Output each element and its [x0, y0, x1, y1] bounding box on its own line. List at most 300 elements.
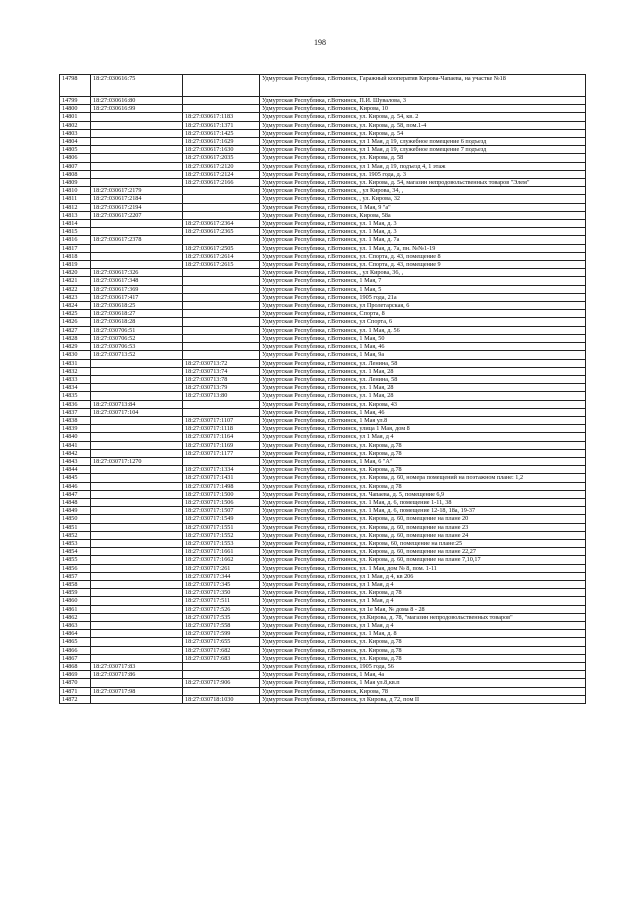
- address-cell: Удмуртская Республика, г.Воткинск, ул. Кирова, д. 54, магазин непродовольственных товаров "Элем": [260, 179, 586, 187]
- address-cell: Удмуртская Республика, г.Воткинск, ул. Чапаева, д. 5, помещение 6,9: [260, 490, 586, 498]
- address-cell: Удмуртская Республика, г.Воткинск, ул. Кирова, д. 60, помещение на плане 23: [260, 523, 586, 531]
- building-cadastral-number-cell: [183, 75, 260, 97]
- building-cadastral-number-cell: 18:27:030717:1107: [183, 416, 260, 424]
- land-cadastral-number-cell: [91, 154, 183, 162]
- row-number-cell: 14800: [60, 105, 91, 113]
- table-row: [60, 433, 586, 441]
- address-cell: Удмуртская Республика, г.Воткинск, Гаражный кооператив Кирова-Чапаева, на участке №18: [260, 75, 586, 97]
- building-cadastral-number-cell: 18:27:030713:78: [183, 375, 260, 383]
- address-cell: Удмуртская Республика, г.Воткинск, 1 Мая, 50: [260, 334, 586, 342]
- address-cell: Удмуртская Республика, г.Воткинск, ул Спорта, 6: [260, 318, 586, 326]
- building-cadastral-number-cell: [183, 293, 260, 301]
- registry-table-body: [60, 75, 586, 704]
- address-cell: Удмуртская Республика, г.Воткинск, ул. Кирова, д. 54, кв. 2: [260, 113, 586, 121]
- row-number-cell: 14819: [60, 261, 91, 269]
- table-row: [60, 416, 586, 424]
- address-cell: Удмуртская Республика, г.Воткинск, 1 Мая, 5: [260, 285, 586, 293]
- table-row: [60, 449, 586, 457]
- land-cadastral-number-cell: [91, 425, 183, 433]
- table-row: [60, 252, 586, 260]
- address-cell: Удмуртская Республика, г.Воткинск, 1 Мая, 46: [260, 343, 586, 351]
- building-cadastral-number-cell: 18:27:030717:1662: [183, 556, 260, 564]
- address-cell: Удмуртская Республика, г.Воткинск, 1 Мая ул.8: [260, 416, 586, 424]
- address-cell: Удмуртская Республика, г.Воткинск, ул. 1 Мая, д. 7а: [260, 236, 586, 244]
- land-cadastral-number-cell: [91, 113, 183, 121]
- land-cadastral-number-cell: 18:27:030717:98: [91, 687, 183, 695]
- table-row: [60, 580, 586, 588]
- building-cadastral-number-cell: [183, 277, 260, 285]
- land-cadastral-number-cell: [91, 433, 183, 441]
- row-number-cell: 14820: [60, 269, 91, 277]
- land-cadastral-number-cell: [91, 129, 183, 137]
- row-number-cell: 14825: [60, 310, 91, 318]
- address-cell: Удмуртская Республика, г.Воткинск, ул Пролетарская, 6: [260, 302, 586, 310]
- row-number-cell: 14851: [60, 523, 91, 531]
- land-cadastral-number-cell: [91, 482, 183, 490]
- building-cadastral-number-cell: [183, 671, 260, 679]
- row-number-cell: 14833: [60, 375, 91, 383]
- address-cell: Удмуртская Республика, г.Воткинск, ул. Ленина, 58: [260, 375, 586, 383]
- row-number-cell: 14842: [60, 449, 91, 457]
- land-cadastral-number-cell: 18:27:030618:27: [91, 310, 183, 318]
- table-row: [60, 490, 586, 498]
- address-cell: Удмуртская Республика, г.Воткинск, ул. Ленина, 58: [260, 359, 586, 367]
- land-cadastral-number-cell: 18:27:030618:28: [91, 318, 183, 326]
- table-row: [60, 334, 586, 342]
- address-cell: Удмуртская Республика, г.Воткинск, ул. 1 Мая, д. 3: [260, 228, 586, 236]
- building-cadastral-number-cell: 18:27:030717:344: [183, 572, 260, 580]
- row-number-cell: 14814: [60, 220, 91, 228]
- address-cell: Удмуртская Республика, г.Воткинск, 1905 года, 56: [260, 663, 586, 671]
- row-number-cell: 14867: [60, 654, 91, 662]
- building-cadastral-number-cell: 18:27:030717:1551: [183, 523, 260, 531]
- building-cadastral-number-cell: 18:27:030717:1507: [183, 507, 260, 515]
- table-row: [60, 75, 586, 97]
- land-cadastral-number-cell: [91, 630, 183, 638]
- address-cell: Удмуртская Республика, г.Воткинск, ул. 1 Мая, д. 6, помещение 1-11, 38: [260, 498, 586, 506]
- row-number-cell: 14862: [60, 613, 91, 621]
- building-cadastral-number-cell: 18:27:030717:1500: [183, 490, 260, 498]
- row-number-cell: 14813: [60, 211, 91, 219]
- land-cadastral-number-cell: [91, 589, 183, 597]
- row-number-cell: 14852: [60, 531, 91, 539]
- building-cadastral-number-cell: 18:27:030617:1630: [183, 146, 260, 154]
- address-cell: Удмуртская Республика, г.Воткинск, ул. 1 Мая, д. 56: [260, 326, 586, 334]
- table-row: [60, 310, 586, 318]
- land-cadastral-number-cell: [91, 441, 183, 449]
- building-cadastral-number-cell: 18:27:030717:1118: [183, 425, 260, 433]
- address-cell: Удмуртская Республика, г.Воткинск, Кирова, 78: [260, 687, 586, 695]
- table-row: [60, 146, 586, 154]
- address-cell: Удмуртская Республика, г.Воткинск, , ул Кирова, 34, ,: [260, 187, 586, 195]
- building-cadastral-number-cell: 18:27:030717:1553: [183, 539, 260, 547]
- row-number-cell: 14824: [60, 302, 91, 310]
- table-row: [60, 548, 586, 556]
- land-cadastral-number-cell: [91, 564, 183, 572]
- building-cadastral-number-cell: 18:27:030717:1506: [183, 498, 260, 506]
- land-cadastral-number-cell: 18:27:030616:99: [91, 105, 183, 113]
- table-row: [60, 129, 586, 137]
- building-cadastral-number-cell: [183, 351, 260, 359]
- table-row: [60, 572, 586, 580]
- address-cell: Удмуртская Республика, г.Воткинск, Спорта, 8: [260, 310, 586, 318]
- table-row: [60, 392, 586, 400]
- land-cadastral-number-cell: [91, 220, 183, 228]
- land-cadastral-number-cell: [91, 539, 183, 547]
- building-cadastral-number-cell: 18:27:030717:345: [183, 580, 260, 588]
- land-cadastral-number-cell: 18:27:030617:2194: [91, 203, 183, 211]
- address-cell: Удмуртская Республика, г.Воткинск, 1905 года, 21а: [260, 293, 586, 301]
- address-cell: Удмуртская Республика, г.Воткинск, улица 1 Мая, дом 8: [260, 425, 586, 433]
- table-row: [60, 425, 586, 433]
- row-number-cell: 14864: [60, 630, 91, 638]
- land-cadastral-number-cell: 18:27:030713:52: [91, 351, 183, 359]
- table-row: [60, 269, 586, 277]
- address-cell: Удмуртская Республика, г.Воткинск, ул. Кирова, 60, помещение на плане:25: [260, 539, 586, 547]
- land-cadastral-number-cell: [91, 252, 183, 260]
- address-cell: Удмуртская Республика, г.Воткинск, ул. Кирова, д. 60, помещение на плане 22,27: [260, 548, 586, 556]
- row-number-cell: 14834: [60, 384, 91, 392]
- address-cell: Удмуртская Республика, г.Воткинск, ул. Кирова, д. 60, помещение на плане 7,10,17: [260, 556, 586, 564]
- land-cadastral-number-cell: [91, 580, 183, 588]
- address-cell: Удмуртская Республика, г.Воткинск, ул. Кирова, д. 58, пом.1-4: [260, 121, 586, 129]
- row-number-cell: 14855: [60, 556, 91, 564]
- row-number-cell: 14831: [60, 359, 91, 367]
- building-cadastral-number-cell: 18:27:030713:74: [183, 367, 260, 375]
- table-row: [60, 97, 586, 105]
- row-number-cell: 14811: [60, 195, 91, 203]
- address-cell: Удмуртская Республика, г.Воткинск, ул. 1 Мая, 28: [260, 367, 586, 375]
- address-cell: Удмуртская Республика, г.Воткинск, ул. Спорта, д. 43, помещение 8: [260, 252, 586, 260]
- land-cadastral-number-cell: 18:27:030717:1270: [91, 457, 183, 465]
- building-cadastral-number-cell: 18:27:030617:2615: [183, 261, 260, 269]
- table-row: [60, 211, 586, 219]
- building-cadastral-number-cell: [183, 457, 260, 465]
- building-cadastral-number-cell: [183, 269, 260, 277]
- land-cadastral-number-cell: [91, 638, 183, 646]
- building-cadastral-number-cell: [183, 285, 260, 293]
- land-cadastral-number-cell: 18:27:030616:75: [91, 75, 183, 97]
- address-cell: Удмуртская Республика, г.Воткинск, ул. Кирова, д. 58: [260, 154, 586, 162]
- building-cadastral-number-cell: 18:27:030717:1164: [183, 433, 260, 441]
- building-cadastral-number-cell: 18:27:030617:2365: [183, 228, 260, 236]
- row-number-cell: 14866: [60, 646, 91, 654]
- land-cadastral-number-cell: 18:27:030617:2207: [91, 211, 183, 219]
- building-cadastral-number-cell: 18:27:030717:1661: [183, 548, 260, 556]
- land-cadastral-number-cell: 18:27:030617:2378: [91, 236, 183, 244]
- building-cadastral-number-cell: [183, 211, 260, 219]
- land-cadastral-number-cell: [91, 121, 183, 129]
- address-cell: Удмуртская Республика, г.Воткинск, ул. 1 Мая, 28: [260, 384, 586, 392]
- address-cell: Удмуртская Республика, г.Воткинск, ул. Кирова, 43: [260, 400, 586, 408]
- building-cadastral-number-cell: 18:27:030717:1549: [183, 515, 260, 523]
- land-cadastral-number-cell: [91, 392, 183, 400]
- row-number-cell: 14816: [60, 236, 91, 244]
- land-cadastral-number-cell: [91, 416, 183, 424]
- table-row: [60, 179, 586, 187]
- table-row: [60, 539, 586, 547]
- row-number-cell: 14868: [60, 663, 91, 671]
- address-cell: Удмуртская Республика, г.Воткинск, ул. Кирова, д.78: [260, 466, 586, 474]
- table-row: [60, 507, 586, 515]
- row-number-cell: 14860: [60, 597, 91, 605]
- row-number-cell: 14812: [60, 203, 91, 211]
- table-row: [60, 261, 586, 269]
- table-row: [60, 457, 586, 465]
- land-cadastral-number-cell: [91, 622, 183, 630]
- land-cadastral-number-cell: [91, 146, 183, 154]
- address-cell: Удмуртская Республика, г.Воткинск, 1 Мая, 4а: [260, 671, 586, 679]
- table-row: [60, 613, 586, 621]
- land-cadastral-number-cell: 18:27:030616:80: [91, 97, 183, 105]
- row-number-cell: 14853: [60, 539, 91, 547]
- land-cadastral-number-cell: 18:27:030717:83: [91, 663, 183, 671]
- table-row: [60, 154, 586, 162]
- land-cadastral-number-cell: [91, 367, 183, 375]
- address-cell: Удмуртская Республика, г.Воткинск, Кирова, 10: [260, 105, 586, 113]
- row-number-cell: 14802: [60, 121, 91, 129]
- building-cadastral-number-cell: 18:27:030617:1425: [183, 129, 260, 137]
- building-cadastral-number-cell: 18:27:030617:2166: [183, 179, 260, 187]
- table-row: [60, 663, 586, 671]
- row-number-cell: 14810: [60, 187, 91, 195]
- row-number-cell: 14801: [60, 113, 91, 121]
- address-cell: Удмуртская Республика, г.Воткинск, ул 1 Мая, д 4: [260, 433, 586, 441]
- table-row: [60, 220, 586, 228]
- building-cadastral-number-cell: [183, 97, 260, 105]
- land-cadastral-number-cell: 18:27:030617:369: [91, 285, 183, 293]
- land-cadastral-number-cell: [91, 170, 183, 178]
- building-cadastral-number-cell: 18:27:030713:79: [183, 384, 260, 392]
- row-number-cell: 14837: [60, 408, 91, 416]
- address-cell: Удмуртская Республика, г.Воткинск, ул. Кирова, д 78: [260, 589, 586, 597]
- address-cell: Удмуртская Республика, г.Воткинск, ул. Спорта, д. 43, помещение 9: [260, 261, 586, 269]
- address-cell: Удмуртская Республика, г.Воткинск, 1 Мая, 9а: [260, 351, 586, 359]
- row-number-cell: 14871: [60, 687, 91, 695]
- table-row: [60, 293, 586, 301]
- row-number-cell: 14872: [60, 695, 91, 703]
- table-row: [60, 326, 586, 334]
- land-cadastral-number-cell: [91, 515, 183, 523]
- table-row: [60, 162, 586, 170]
- address-cell: Удмуртская Республика, г.Воткинск, ул Кирова, д 72, пом II: [260, 695, 586, 703]
- row-number-cell: 14865: [60, 638, 91, 646]
- table-row: [60, 671, 586, 679]
- address-cell: Удмуртская Республика, г.Воткинск, ул. Кирова, д.78: [260, 638, 586, 646]
- table-row: [60, 466, 586, 474]
- table-row: [60, 523, 586, 531]
- address-cell: Удмуртская Республика, г.Воткинск, , ул. Кирова, 32: [260, 195, 586, 203]
- address-cell: Удмуртская Республика, г.Воткинск, ул. Кирова, д. 60, номера помещений на поэтажном плане: 1,2: [260, 474, 586, 482]
- table-row: [60, 187, 586, 195]
- building-cadastral-number-cell: 18:27:030717:1334: [183, 466, 260, 474]
- address-cell: Удмуртская Республика, г.Воткинск, ул 1 Мая, д 4: [260, 580, 586, 588]
- row-number-cell: 14844: [60, 466, 91, 474]
- row-number-cell: 14854: [60, 548, 91, 556]
- row-number-cell: 14839: [60, 425, 91, 433]
- row-number-cell: 14805: [60, 146, 91, 154]
- building-cadastral-number-cell: 18:27:030713:80: [183, 392, 260, 400]
- table-row: [60, 351, 586, 359]
- table-row: [60, 367, 586, 375]
- table-row: [60, 564, 586, 572]
- building-cadastral-number-cell: 18:27:030717:350: [183, 589, 260, 597]
- land-cadastral-number-cell: [91, 695, 183, 703]
- address-cell: Удмуртская Республика, г.Воткинск, ул. Кирова, д 78: [260, 482, 586, 490]
- table-row: [60, 695, 586, 703]
- building-cadastral-number-cell: [183, 334, 260, 342]
- table-row: [60, 630, 586, 638]
- row-number-cell: 14869: [60, 671, 91, 679]
- row-number-cell: 14859: [60, 589, 91, 597]
- row-number-cell: 14803: [60, 129, 91, 137]
- table-row: [60, 113, 586, 121]
- building-cadastral-number-cell: 18:27:030717:261: [183, 564, 260, 572]
- building-cadastral-number-cell: 18:27:030717:599: [183, 630, 260, 638]
- building-cadastral-number-cell: [183, 326, 260, 334]
- address-cell: Удмуртская Республика, г.Воткинск, ул 1 Мая, д 19, служебное помещение 7 подъезд: [260, 146, 586, 154]
- building-cadastral-number-cell: 18:27:030717:683: [183, 654, 260, 662]
- land-cadastral-number-cell: [91, 507, 183, 515]
- table-row: [60, 654, 586, 662]
- building-cadastral-number-cell: 18:27:030717:526: [183, 605, 260, 613]
- address-cell: Удмуртская Республика, г.Воткинск, 1 Мая, 7: [260, 277, 586, 285]
- table-row: [60, 195, 586, 203]
- building-cadastral-number-cell: [183, 400, 260, 408]
- land-cadastral-number-cell: [91, 179, 183, 187]
- land-cadastral-number-cell: [91, 531, 183, 539]
- row-number-cell: 14858: [60, 580, 91, 588]
- address-cell: Удмуртская Республика, г.Воткинск, ул 1 Мая, д 4: [260, 597, 586, 605]
- row-number-cell: 14830: [60, 351, 91, 359]
- row-number-cell: 14809: [60, 179, 91, 187]
- table-row: [60, 408, 586, 416]
- building-cadastral-number-cell: [183, 310, 260, 318]
- table-row: [60, 236, 586, 244]
- table-row: [60, 589, 586, 597]
- table-row: [60, 285, 586, 293]
- address-cell: Удмуртская Республика, г.Воткинск, ул. 1905 года, д. 3: [260, 170, 586, 178]
- table-row: [60, 244, 586, 252]
- row-number-cell: 14850: [60, 515, 91, 523]
- land-cadastral-number-cell: 18:27:030706:51: [91, 326, 183, 334]
- building-cadastral-number-cell: 18:27:030717:1169: [183, 441, 260, 449]
- row-number-cell: 14806: [60, 154, 91, 162]
- address-cell: Удмуртская Республика, г.Воткинск, ул. Кирова, д. 60, помещение на плане 20: [260, 515, 586, 523]
- table-row: [60, 105, 586, 113]
- land-cadastral-number-cell: [91, 605, 183, 613]
- table-row: [60, 384, 586, 392]
- table-row: [60, 638, 586, 646]
- land-cadastral-number-cell: [91, 597, 183, 605]
- building-cadastral-number-cell: 18:27:030617:1371: [183, 121, 260, 129]
- table-row: [60, 622, 586, 630]
- address-cell: Удмуртская Республика, г.Воткинск, , ул Кирова, 36, ,: [260, 269, 586, 277]
- land-cadastral-number-cell: [91, 474, 183, 482]
- land-cadastral-number-cell: 18:27:030617:348: [91, 277, 183, 285]
- address-cell: Удмуртская Республика, г.Воткинск, ул. 1 Мая, 28: [260, 392, 586, 400]
- building-cadastral-number-cell: 18:27:030717:1177: [183, 449, 260, 457]
- table-row: [60, 228, 586, 236]
- building-cadastral-number-cell: 18:27:030617:1183: [183, 113, 260, 121]
- address-cell: Удмуртская Республика, г.Воткинск, ул 1 Мая, д 4: [260, 622, 586, 630]
- address-cell: Удмуртская Республика, г.Воткинск, ул. Кирова, д. 54: [260, 129, 586, 137]
- table-row: [60, 679, 586, 687]
- table-row: [60, 474, 586, 482]
- building-cadastral-number-cell: [183, 236, 260, 244]
- address-cell: Удмуртская Республика, г.Воткинск, П.И. Шувалова, 3: [260, 97, 586, 105]
- table-row: [60, 375, 586, 383]
- row-number-cell: 14847: [60, 490, 91, 498]
- land-cadastral-number-cell: 18:27:030617:2179: [91, 187, 183, 195]
- table-row: [60, 318, 586, 326]
- building-cadastral-number-cell: 18:27:030617:2505: [183, 244, 260, 252]
- land-cadastral-number-cell: [91, 261, 183, 269]
- land-cadastral-number-cell: [91, 375, 183, 383]
- table-row: [60, 556, 586, 564]
- row-number-cell: 14817: [60, 244, 91, 252]
- row-number-cell: 14821: [60, 277, 91, 285]
- land-cadastral-number-cell: 18:27:030617:2184: [91, 195, 183, 203]
- table-row: [60, 515, 586, 523]
- row-number-cell: 14838: [60, 416, 91, 424]
- address-cell: Удмуртская Республика, г.Воткинск, ул. Кирова, д.78: [260, 654, 586, 662]
- land-cadastral-number-cell: 18:27:030617:417: [91, 293, 183, 301]
- row-number-cell: 14870: [60, 679, 91, 687]
- row-number-cell: 14848: [60, 498, 91, 506]
- building-cadastral-number-cell: [183, 318, 260, 326]
- row-number-cell: 14863: [60, 622, 91, 630]
- building-cadastral-number-cell: [183, 687, 260, 695]
- table-row: [60, 121, 586, 129]
- land-cadastral-number-cell: [91, 498, 183, 506]
- land-cadastral-number-cell: [91, 556, 183, 564]
- address-cell: Удмуртская Республика, г.Воткинск, ул. 1 Мая, д. 7а, пн. №№1-19: [260, 244, 586, 252]
- address-cell: Удмуртская Республика, г.Воткинск, ул.Кирова, д. 78, "магазин непродовольственных товаров": [260, 613, 586, 621]
- row-number-cell: 14798: [60, 75, 91, 97]
- row-number-cell: 14835: [60, 392, 91, 400]
- address-cell: Удмуртская Республика, г.Воткинск, 1 Мая ул.8,кв.п: [260, 679, 586, 687]
- table-row: [60, 277, 586, 285]
- page-number: 198: [314, 38, 326, 47]
- table-row: [60, 441, 586, 449]
- land-cadastral-number-cell: 18:27:030717:104: [91, 408, 183, 416]
- building-cadastral-number-cell: [183, 105, 260, 113]
- land-cadastral-number-cell: [91, 449, 183, 457]
- land-cadastral-number-cell: [91, 646, 183, 654]
- row-number-cell: 14799: [60, 97, 91, 105]
- row-number-cell: 14818: [60, 252, 91, 260]
- address-cell: Удмуртская Республика, г.Воткинск, ул 1 Мая, д 19, подъезд 4, 1 этаж: [260, 162, 586, 170]
- row-number-cell: 14829: [60, 343, 91, 351]
- table-row: [60, 302, 586, 310]
- building-cadastral-number-cell: 18:27:030617:2124: [183, 170, 260, 178]
- building-cadastral-number-cell: 18:27:030717:906: [183, 679, 260, 687]
- land-cadastral-number-cell: [91, 572, 183, 580]
- address-cell: Удмуртская Республика, г.Воткинск, ул 1е Мая, № дома 8 - 28: [260, 605, 586, 613]
- address-cell: Удмуртская Республика, г.Воткинск, ул 1 Мая, д 19, служебное помещение 6 подъезд: [260, 138, 586, 146]
- address-cell: Удмуртская Республика, г.Воткинск, 1 Мая, 9 "а": [260, 203, 586, 211]
- row-number-cell: 14826: [60, 318, 91, 326]
- address-cell: Удмуртская Республика, г.Воткинск, ул. 1 Мая, д. 3: [260, 220, 586, 228]
- address-cell: Удмуртская Республика, г.Воткинск, ул. 1 Мая, дом № 8, пом. 1-11: [260, 564, 586, 572]
- building-cadastral-number-cell: 18:27:030717:535: [183, 613, 260, 621]
- building-cadastral-number-cell: [183, 408, 260, 416]
- building-cadastral-number-cell: 18:27:030713:72: [183, 359, 260, 367]
- table-row: [60, 687, 586, 695]
- land-cadastral-number-cell: [91, 138, 183, 146]
- building-cadastral-number-cell: 18:27:030617:2364: [183, 220, 260, 228]
